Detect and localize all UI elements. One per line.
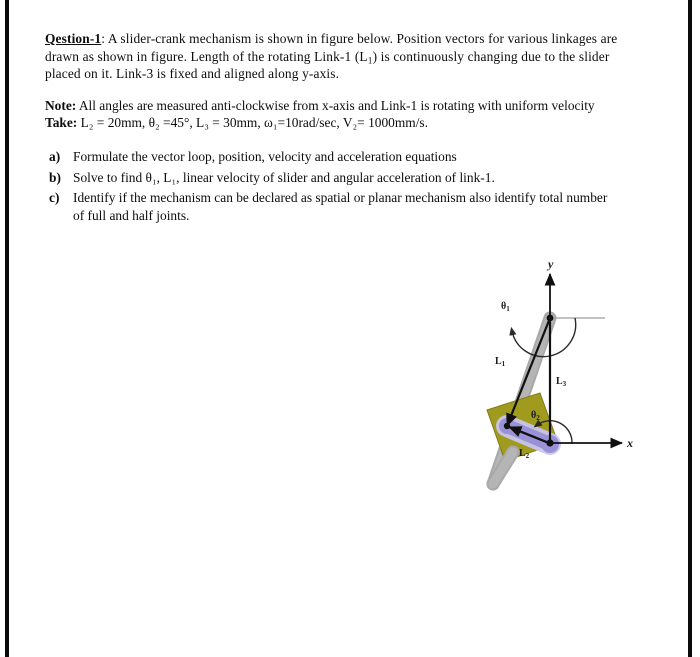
top-pivot-joint <box>547 315 554 322</box>
link3-length-label: $L_3$ <box>556 376 567 388</box>
question-intro-part-3: ) is continuously changing due to the slider <box>372 48 610 64</box>
take-line <box>45 114 621 132</box>
note-label: Note: <box>45 97 77 113</box>
page-sheet <box>9 0 688 657</box>
question-intro-part-2: drawn as shown in figure. Length of the rotating Link-1 (L <box>45 48 368 64</box>
origin-joint <box>546 439 553 446</box>
question-part-c-text: Identify if the mechanism can be declared as spatial or planar mechanism also identify total number of full and half joints. <box>73 190 608 223</box>
question-part-a-marker: a) <box>49 148 61 164</box>
question-number-label: Qestion-1 <box>45 31 102 46</box>
link2-length-label: $L_2$ <box>519 448 530 460</box>
question-part-c-marker: c) <box>49 190 60 206</box>
note-line <box>45 97 621 115</box>
link1-subscript: 1 <box>367 56 373 67</box>
question-parts-list <box>45 148 621 224</box>
question-intro-part-4: placed on it. Link-3 is fixed and aligned along y-axis. <box>45 66 340 82</box>
note-text: All angles are measured anti-clockwise from x-axis and Link-1 is rotating with uniform velocity <box>76 97 595 113</box>
take-label: Take: <box>45 115 78 131</box>
question-part-c <box>45 189 621 224</box>
link1-length-label: $L_1$ <box>495 356 506 368</box>
slider-joint <box>504 423 510 429</box>
question-part-b-marker: b) <box>49 169 61 185</box>
theta1-label: $\theta_1$ <box>501 301 510 313</box>
slider-crank-figure <box>457 252 657 497</box>
take-text: L₂ = 20mm, θ₂ =45°, L₃ = 30mm, ω₁=10rad/sec, V₂= 1000mm/s. <box>77 115 428 131</box>
x-axis-label: x <box>627 436 633 450</box>
question-part-a <box>45 148 621 166</box>
note-and-take-block <box>45 97 621 132</box>
question-text-column <box>45 30 621 227</box>
theta2-label: $\theta_2$ <box>531 410 540 422</box>
question-part-b-text: Solve to find θ₁, L₁, linear velocity of slider and angular acceleration of link-1. <box>73 169 495 185</box>
question-part-b <box>45 169 621 187</box>
page-border-right <box>688 0 692 657</box>
question-part-a-text: Formulate the vector loop, position, velocity and acceleration equations <box>73 148 457 164</box>
question-intro-part-1: : A slider-crank mechanism is shown in figure below. Position vectors for various linkages are <box>101 31 618 46</box>
y-axis-label: y <box>548 257 554 271</box>
question-intro-paragraph <box>45 30 621 83</box>
